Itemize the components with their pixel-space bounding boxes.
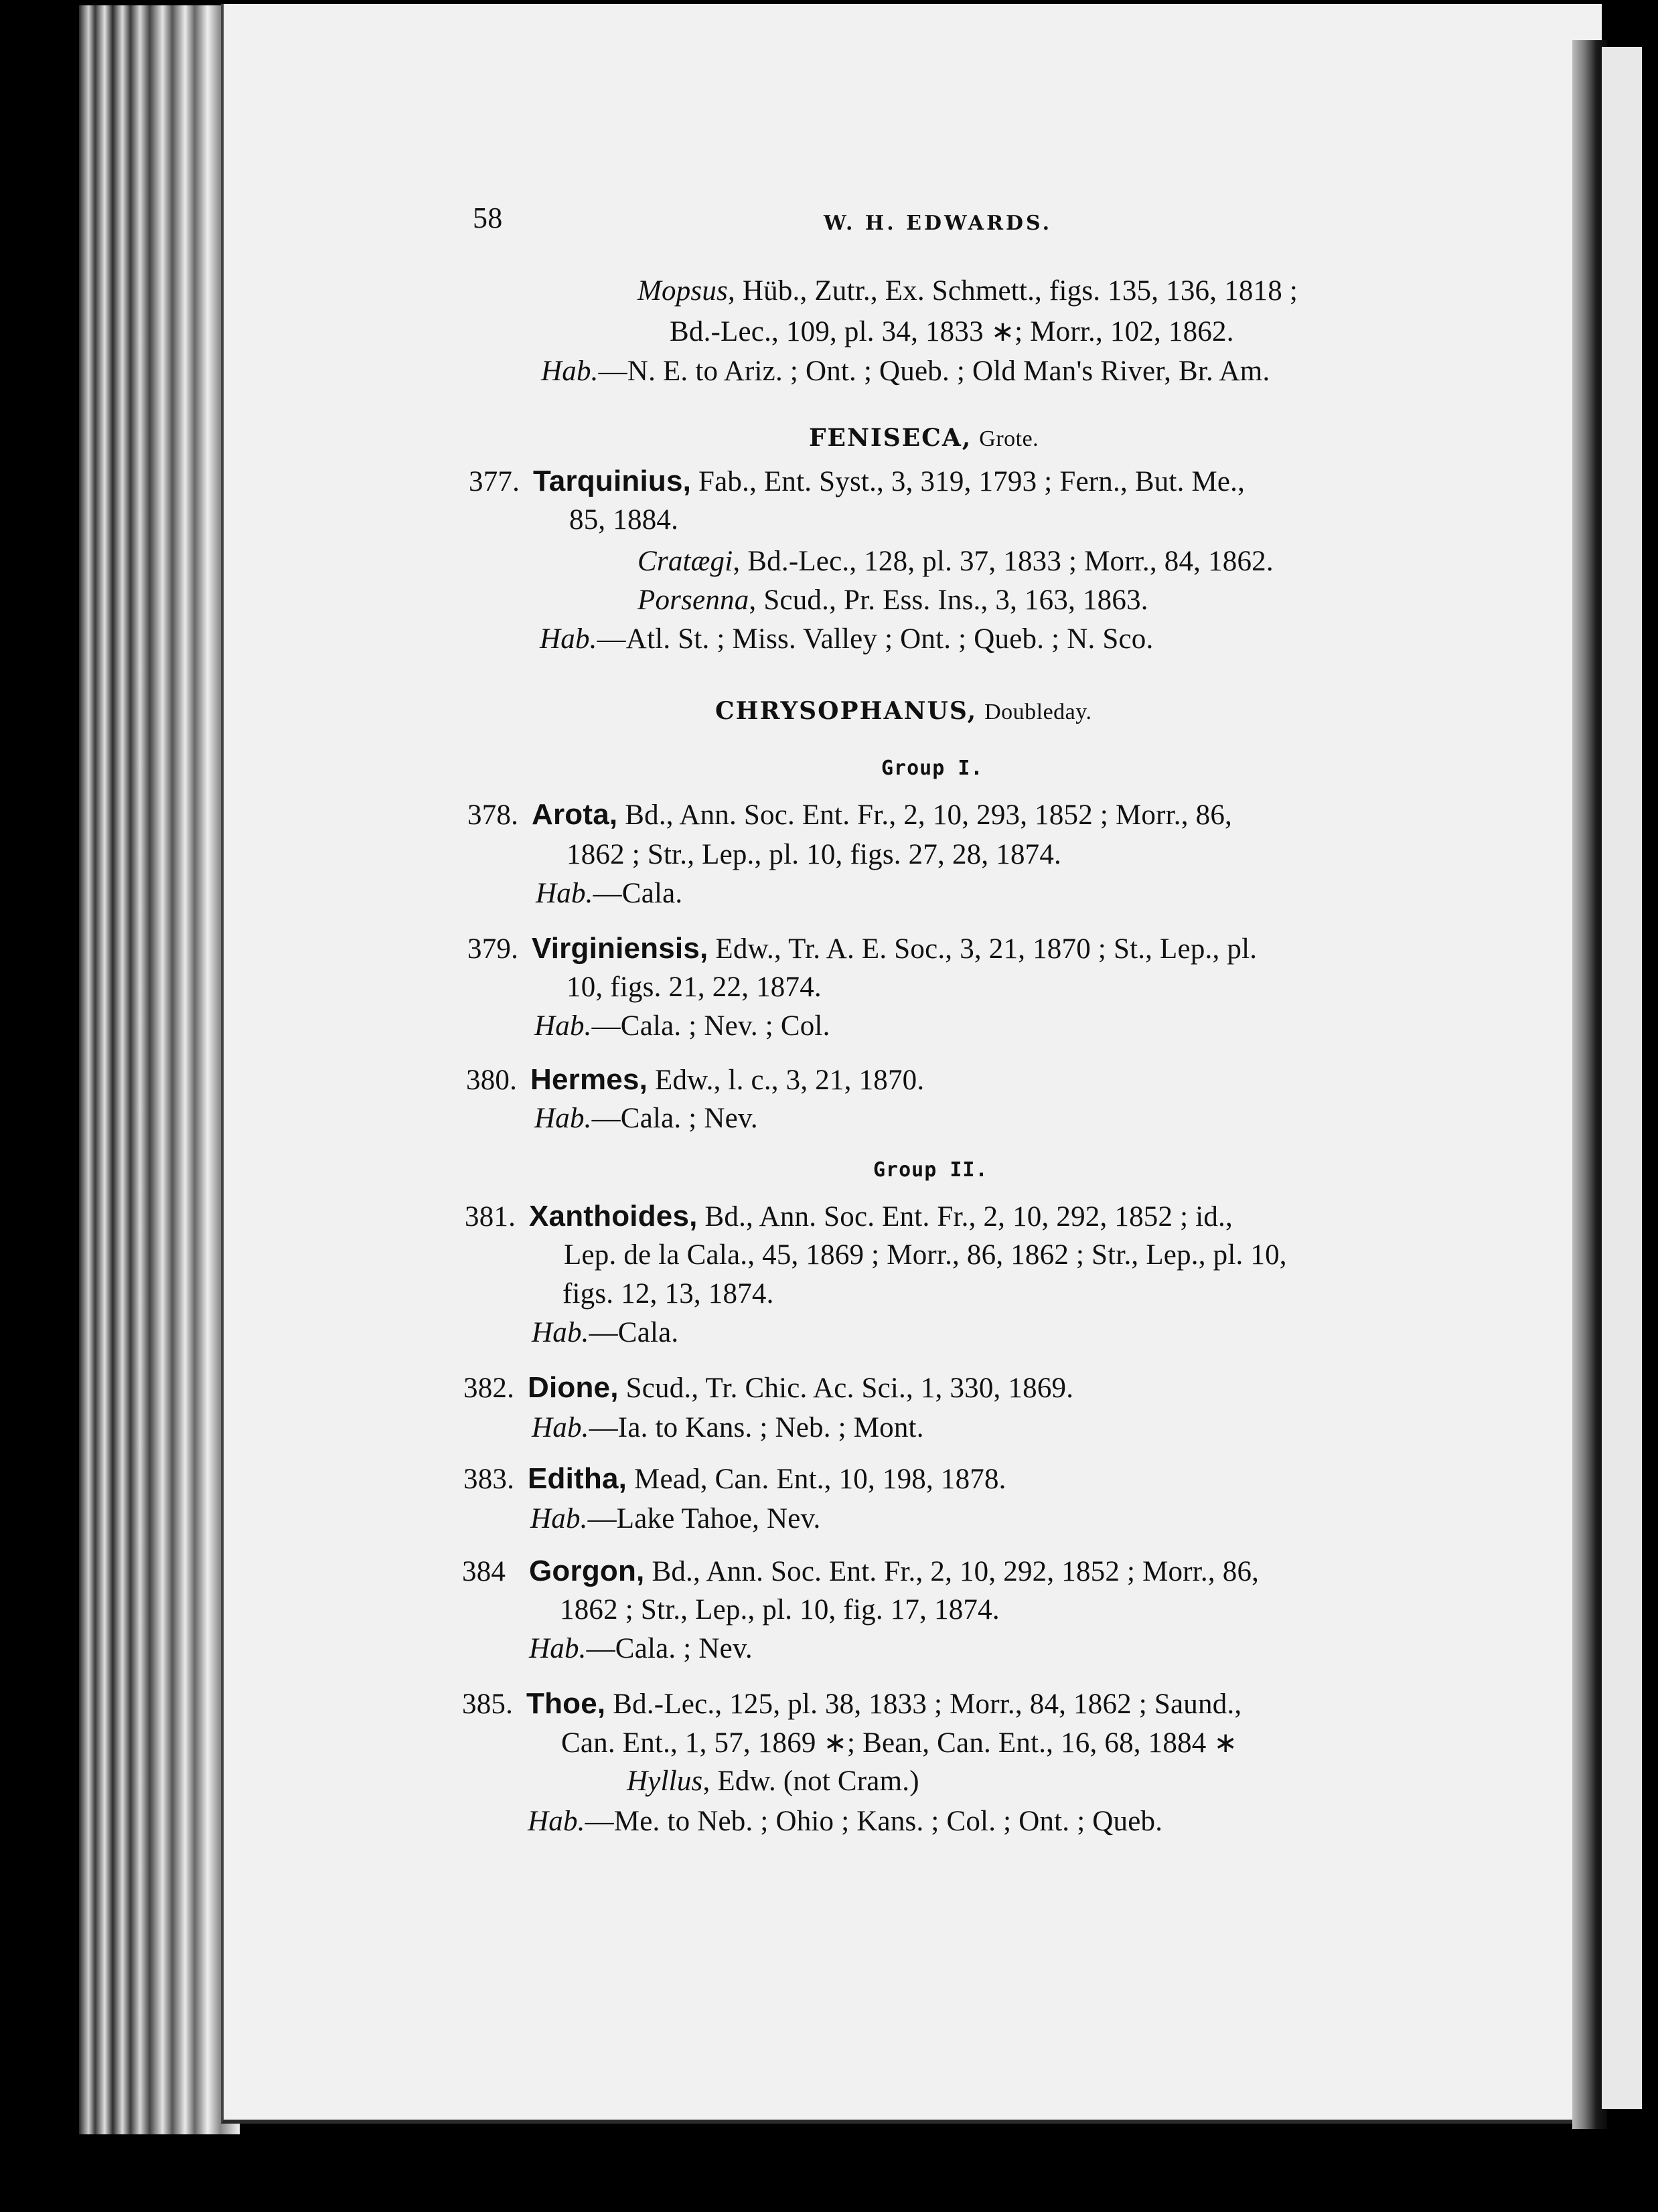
species-name: Gorgon, (529, 1555, 645, 1587)
synonym-ref-2-tail: ; Morr., 102, 1862. (1014, 316, 1234, 347)
habitat-line (534, 1010, 830, 1042)
hab-text: —N. E. to Ariz. ; Ont. ; Queb. ; Old Man's River, Br. Am. (598, 356, 1270, 387)
synonym-name: Cratægi (637, 546, 733, 577)
hab-label: Hab. (529, 1633, 587, 1664)
hab-text: —Cala. ; Nev. (586, 1633, 753, 1664)
genus-heading-feniseca (809, 420, 1039, 453)
genus-author: Grote. (979, 426, 1039, 451)
habitat-line (540, 623, 1153, 655)
habitat-line (528, 1805, 1162, 1838)
species-ref: Bd., Ann. Soc. Ent. Fr., 2, 10, 292, 1852 ; id., (704, 1201, 1233, 1233)
entry-number: 382. (463, 1372, 515, 1404)
species-entry-377 (469, 465, 1245, 498)
hab-text: —Ia. to Kans. ; Neb. ; Mont. (589, 1412, 924, 1443)
entry-number: 385. (462, 1688, 514, 1720)
synonym-name: Mopsus (637, 275, 728, 307)
synonym-name: Hyllus (627, 1765, 703, 1797)
hab-text: —Cala. ; Nev. ; Col. (591, 1010, 830, 1042)
synonym-line (637, 274, 1298, 307)
hab-label: Hab. (532, 1412, 589, 1443)
synonym-name: Porsenna (637, 584, 749, 616)
entry-number: 379. (467, 933, 519, 965)
entry-number: 383. (463, 1464, 515, 1495)
hab-text: —Me. to Neb. ; Ohio ; Kans. ; Col. ; Ont. ; Queb. (585, 1806, 1163, 1837)
hab-text: —Lake Tahoe, Nev. (587, 1503, 821, 1534)
species-name: Hermes, (530, 1063, 648, 1096)
hab-label: Hab. (534, 1010, 592, 1042)
habitat-line (530, 1502, 820, 1535)
species-entry-381 (465, 1200, 1233, 1233)
synonym-line (637, 584, 1148, 617)
species-ref: Mead, Can. Ent., 10, 198, 1878. (634, 1464, 1006, 1495)
species-name: Editha, (528, 1462, 627, 1495)
group-heading: Group II. (873, 1158, 988, 1182)
hab-label: Hab. (534, 1103, 592, 1134)
species-entry-382 (463, 1371, 1073, 1405)
species-entry-383 (463, 1462, 1006, 1496)
entry-number: 384 (462, 1556, 506, 1587)
hab-label: Hab. (528, 1806, 585, 1837)
species-ref: Fab., Ent. Syst., 3, 319, 1793 ; Fern., But. Me., (698, 466, 1246, 497)
hab-label: Hab. (530, 1503, 588, 1534)
hab-label: Hab. (536, 878, 593, 909)
habitat-line (532, 1316, 678, 1349)
synonym-ref-2: Bd.-Lec., 109, pl. 34, 1833 (670, 316, 984, 347)
species-ref-continued: 85, 1884. (569, 504, 679, 536)
habitat-line (529, 1632, 753, 1665)
hab-text: —Cala. (589, 1317, 679, 1348)
synonym-ref: , Edw. (not Cram.) (702, 1765, 919, 1797)
entry-number: 380. (466, 1064, 518, 1096)
species-ref-continued (561, 1726, 1237, 1759)
hab-text: —Atl. St. ; Miss. Valley ; Ont. ; Queb. ; N. Sco. (597, 623, 1154, 655)
synonym-line-2 (670, 315, 1234, 348)
genus-author: Doubleday. (984, 700, 1092, 724)
group-heading: Group I. (881, 757, 984, 780)
species-ref-continued: figs. 12, 13, 1874. (562, 1278, 774, 1310)
species-name: Xanthoides, (529, 1200, 698, 1233)
species-entry-380 (466, 1063, 924, 1097)
species-ref-continued: Lep. de la Cala., 45, 1869 ; Morr., 86, 1862 ; Str., Lep., pl. 10, (564, 1239, 1287, 1271)
habitat-line (536, 877, 682, 910)
species-ref-continued: 10, figs. 21, 22, 1874. (567, 971, 822, 1003)
species-ref-continued: 1862 ; Str., Lep., pl. 10, figs. 27, 28, 1874. (567, 839, 1062, 870)
hab-text: —Cala. ; Nev. (591, 1103, 758, 1134)
page-number: 58 (473, 202, 503, 234)
running-head: W. H. EDWARDS. (824, 212, 1053, 235)
entry-number: 378. (467, 799, 519, 831)
synonym-ref: , Bd.-Lec., 128, pl. 37, 1833 ; Morr., 84, 1862. (733, 546, 1274, 577)
hab-label: Hab. (540, 623, 597, 655)
synonym-ref: , Hüb., Zutr., Ex. Schmett., figs. 135, 136, 1818 ; (728, 275, 1298, 307)
hab-text: —Cala. (593, 878, 683, 909)
species-ref: Edw., l. c., 3, 21, 1870. (655, 1064, 925, 1096)
synonym-line (627, 1765, 919, 1798)
asterisk-mark: ∗ (990, 315, 1015, 347)
species-entry-384 (462, 1555, 1259, 1588)
species-name: Dione, (528, 1371, 619, 1404)
genus-name: FENISECA, (809, 424, 972, 452)
species-entry-385 (462, 1687, 1241, 1721)
habitat-line (532, 1411, 924, 1444)
entry-number: 377. (469, 466, 520, 497)
species-name: Tarquinius, (533, 465, 692, 497)
asterisk-mark: ∗ (1213, 1726, 1237, 1759)
species-ref-2: Can. Ent., 1, 57, 1869 (561, 1727, 816, 1759)
habitat-line (541, 355, 1270, 388)
hab-label: Hab. (541, 356, 599, 387)
species-ref: Bd., Ann. Soc. Ent. Fr., 2, 10, 293, 1852 ; Morr., 86, (625, 799, 1232, 831)
entry-number: 381. (465, 1201, 516, 1233)
species-ref: Scud., Tr. Chic. Ac. Sci., 1, 330, 1869. (625, 1372, 1074, 1404)
species-name: Thoe, (526, 1687, 606, 1720)
species-entry-378 (467, 798, 1232, 832)
species-ref: Edw., Tr. A. E. Soc., 3, 21, 1870 ; St., Lep., pl. (715, 933, 1258, 965)
species-ref: Bd., Ann. Soc. Ent. Fr., 2, 10, 292, 1852 ; Morr., 86, (652, 1556, 1260, 1587)
species-name: Arota, (532, 798, 618, 831)
hab-label: Hab. (532, 1317, 589, 1348)
synonym-ref: , Scud., Pr. Ess. Ins., 3, 163, 1863. (749, 584, 1148, 616)
species-ref-continued: 1862 ; Str., Lep., pl. 10, fig. 17, 1874. (560, 1594, 1000, 1626)
species-entry-379 (467, 932, 1257, 965)
asterisk-mark: ∗ (823, 1726, 847, 1759)
species-ref-2-mid: ; Bean, Can. Ent., 16, 68, 1884 (847, 1727, 1207, 1759)
species-ref: Bd.-Lec., 125, pl. 38, 1833 ; Morr., 84, 1862 ; Saund., (613, 1688, 1242, 1720)
habitat-line (534, 1102, 758, 1135)
synonym-line (637, 545, 1274, 578)
species-name: Virginiensis, (532, 932, 708, 965)
genus-name: CHRYSOPHANUS, (715, 697, 978, 725)
genus-heading-chrysophanus (715, 694, 1092, 726)
